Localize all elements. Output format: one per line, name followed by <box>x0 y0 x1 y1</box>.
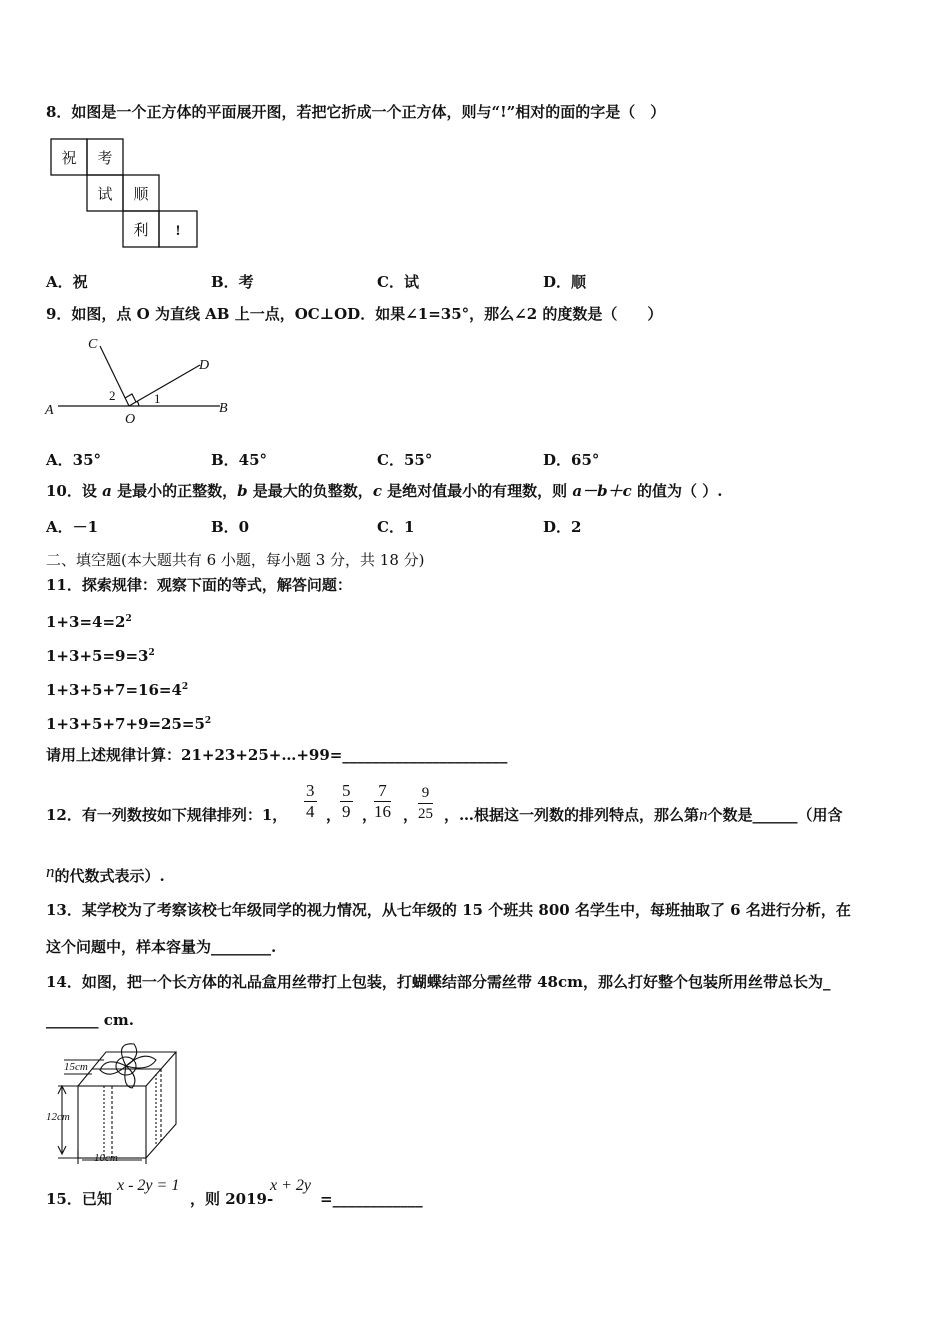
label-c: C <box>88 337 98 352</box>
q12-prefix: 12．有一列数按如下规律排列：1， <box>46 806 288 824</box>
dim-width-label: 15cm <box>64 1061 88 1073</box>
q11-eq-2: $1+3+5=9=3^2$ <box>46 647 155 665</box>
section-2-heading: 二、填空题(本大题共有 6 小题，每小题 3 分，共 18 分) <box>46 551 425 569</box>
q11-ask: 请用上述规律计算：21+23+25+…+99=______________________ <box>46 746 508 764</box>
q12-comma-2: ， <box>362 806 378 824</box>
gift-box-diagram <box>44 1036 184 1164</box>
q10-option-b[interactable]: B．0 <box>211 518 250 536</box>
q9-stem: 9．如图，点 O 为直线 AB 上一点，OC⊥OD．如果∠1=35°，那么∠2 的度数是（ ） <box>46 305 663 323</box>
q10-stem: 10．设 a 是最小的正整数，b 是最大的负整数，c 是绝对值最小的有理数，则 a－b＋c 的值为（ ）. <box>46 482 723 500</box>
angle-2-label: 2 <box>109 388 116 403</box>
q12-fraction-3: $\frac{7}{16}$ <box>374 781 391 821</box>
cube-cell-3: 试 <box>97 187 113 203</box>
q12-line-2: n的代数式表示）. <box>46 862 165 885</box>
cube-net-diagram <box>50 138 202 250</box>
dim-height-label: 12cm <box>46 1111 70 1123</box>
cube-cell-6: ! <box>175 223 181 239</box>
q15-mid: ，则 2019- <box>190 1190 274 1208</box>
q9-option-d[interactable]: D．65° <box>543 451 600 469</box>
q8-option-c[interactable]: C．试 <box>377 273 419 291</box>
label-d: D <box>199 358 210 373</box>
cube-cell-2: 考 <box>97 151 113 167</box>
label-a: A <box>45 403 54 418</box>
q12-comma-1: ， <box>326 806 342 824</box>
q8-option-b[interactable]: B．考 <box>211 273 254 291</box>
cube-cell-4: 顺 <box>133 187 149 203</box>
angle-1-label: 1 <box>154 391 161 406</box>
q8-option-a[interactable]: A．祝 <box>46 273 88 291</box>
q14-line-2: _______ cm. <box>46 1011 134 1029</box>
angle-diagram <box>42 332 242 428</box>
q15-answer-blank: =____________ <box>320 1190 423 1208</box>
q14-line-1: 14．如图，把一个长方体的礼品盒用丝带打上包装，打蝴蝶结部分需丝带 48cm，那么打好整个包装所用丝带总长为_ <box>46 973 831 991</box>
q11-eq-4: $1+3+5+7+9=25=5^2$ <box>46 715 212 733</box>
q12-fraction-1: $\frac{3}{4}$ <box>306 781 315 821</box>
q13-line-1: 13．某学校为了考察该校七年级同学的视力情况，从七年级的 15 个班共 800 名学生中，每班抽取了 6 名进行分析，在 <box>46 901 851 919</box>
q12-fraction-4: $\frac{9}{25}$ <box>418 785 433 822</box>
q10-option-d[interactable]: D．2 <box>543 518 582 536</box>
q15-expression: x + 2y <box>270 1177 311 1194</box>
q10-option-c[interactable]: C．1 <box>377 518 415 536</box>
q15-condition: x - 2y = 1 <box>117 1177 180 1194</box>
q12-fraction-2: $\frac{5}{9}$ <box>342 781 351 821</box>
cube-cell-1: 祝 <box>61 151 77 167</box>
cube-cell-5: 利 <box>133 223 149 239</box>
dim-length-label: 10cm <box>94 1152 118 1164</box>
q8-stem: 8．如图是一个正方体的平面展开图，若把它折成一个正方体，则与“!”相对的面的字是（ ） <box>46 103 666 121</box>
label-o: O <box>125 412 136 427</box>
q12-comma-3: ， <box>403 806 419 824</box>
q13-line-2: 这个问题中，样本容量为________. <box>46 938 277 956</box>
q11-stem: 11．探索规律：观察下面的等式，解答问题： <box>46 576 352 594</box>
q12-text: ，…根据这一列数的排列特点，那么第n个数是______（用含 <box>444 805 843 824</box>
q11-eq-1: $1+3=4=2^2$ <box>46 613 132 631</box>
q15-prefix: 15．已知 <box>46 1190 112 1208</box>
q9-option-c[interactable]: C．55° <box>377 451 433 469</box>
label-b: B <box>219 401 228 416</box>
q11-eq-3: $1+3+5+7=16=4^2$ <box>46 681 189 699</box>
q9-option-b[interactable]: B．45° <box>211 451 268 469</box>
q8-option-d[interactable]: D．顺 <box>543 273 587 291</box>
q10-option-a[interactable]: A．－1 <box>46 518 99 536</box>
q9-option-a[interactable]: A．35° <box>46 451 102 469</box>
